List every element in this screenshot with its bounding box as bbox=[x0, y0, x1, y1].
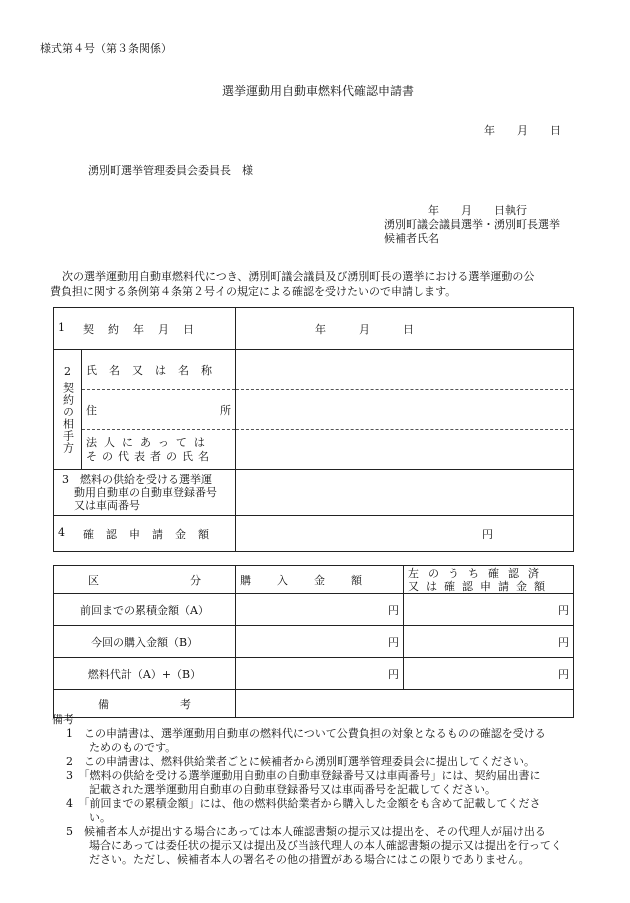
notes-section bbox=[52, 713, 562, 867]
amount-table bbox=[53, 565, 574, 718]
row-total-purchase[interactable]: 円 bbox=[236, 658, 404, 690]
note-4-cont: い。 bbox=[89, 811, 111, 824]
party-name-field[interactable] bbox=[236, 350, 574, 390]
note-2: 2 この申請書は、燃料供給業者ごとに候補者から湧別町選挙管理委員会に提出してください。 bbox=[66, 755, 535, 768]
intro-line-2: 費負担に関する条例第４条第２号イの規定による確認を受けたいので申請します。 bbox=[50, 285, 457, 298]
note-3: 3 「燃料の供給を受ける選挙運動用自動車の自動車登録番号又は車両番号」には、契約届出書に bbox=[66, 769, 541, 782]
note-1-cont: ためのものです。 bbox=[89, 741, 177, 754]
contract-date-label: 1 契約年月日 bbox=[54, 308, 236, 350]
election-name: 湧別町議会議員選挙・湧別町長選挙 bbox=[384, 218, 560, 231]
party-address-label: 住 所 bbox=[82, 390, 236, 430]
application-table bbox=[53, 307, 574, 552]
note-3-cont: 記載された選挙運動用自動車の自動車登録番号又は車両番号を記載してください。 bbox=[89, 783, 496, 796]
row-remarks-label: 備 考 bbox=[54, 690, 236, 718]
vehicle-number-field[interactable] bbox=[236, 470, 574, 516]
contract-date-value[interactable]: 年 月 日 bbox=[236, 308, 574, 350]
notes-heading: 備考 bbox=[52, 713, 74, 726]
row-current-purchase[interactable]: 円 bbox=[236, 626, 404, 658]
row-current-label: 今回の購入金額（B） bbox=[54, 626, 236, 658]
row-total-label: 燃料代計（A）+（B） bbox=[54, 658, 236, 690]
form-number: 様式第４号（第３条関係） bbox=[40, 42, 172, 55]
row-current-confirmed[interactable]: 円 bbox=[404, 626, 574, 658]
representative-field[interactable] bbox=[236, 430, 574, 470]
note-5: 5 候補者本人が提出する場合にあっては本人確認書類の提示又は提出を、その代理人が届け出る bbox=[66, 825, 546, 838]
note-5-cont-1: 場合にあっては委任状の提示又は提出及び当該代理人の本人確認書類の提示又は提出を行ってく bbox=[89, 839, 562, 852]
intro-line-1: 次の選挙運動用自動車燃料代につき、湧別町議会議員及び湧別町長の選挙における選挙運動の公 bbox=[62, 270, 535, 283]
representative-label: 法人にあっては その代表者の氏名 bbox=[82, 430, 236, 470]
header-purchase-amount: 購入金額 bbox=[236, 566, 404, 594]
vehicle-number-label: 3 燃料の供給を受ける選挙運 動用自動車の自動車登録番号 又は車両番号 bbox=[54, 470, 236, 516]
election-date: 年 月 日執行 bbox=[428, 204, 527, 217]
candidate-label: 候補者氏名 bbox=[384, 232, 439, 245]
row-cumulative-purchase[interactable]: 円 bbox=[236, 594, 404, 626]
request-amount-label: 4 確認申請金額 bbox=[54, 516, 236, 552]
date-line: 年 月 日 bbox=[484, 124, 561, 137]
header-confirmed-amount: 左のうち確認済 又は確認申請金額 bbox=[404, 566, 574, 594]
page-title: 選挙運動用自動車燃料代確認申請書 bbox=[222, 84, 415, 98]
header-category: 区 分 bbox=[54, 566, 236, 594]
note-4: 4 「前回までの累積金額」には、他の燃料供給業者から購入した金額をも含めて記載してくださ bbox=[66, 797, 541, 810]
party-address-field[interactable] bbox=[236, 390, 574, 430]
contract-party-group: 2 契約の相手方 bbox=[54, 350, 82, 470]
addressee: 湧別町選挙管理委員会委員長 様 bbox=[88, 164, 253, 177]
row-cumulative-confirmed[interactable]: 円 bbox=[404, 594, 574, 626]
row-total-confirmed[interactable]: 円 bbox=[404, 658, 574, 690]
note-5-cont-2: ださい。ただし、候補者本人の署名その他の措置がある場合にはこの限りでありません。 bbox=[89, 853, 530, 866]
party-name-label: 氏名又は名称 bbox=[82, 350, 236, 390]
row-cumulative-label: 前回までの累積金額（A） bbox=[54, 594, 236, 626]
request-amount-field[interactable]: 円 bbox=[236, 516, 574, 552]
note-1: 1 この申請書は、選挙運動用自動車の燃料代について公費負担の対象となるものの確認を受ける bbox=[66, 727, 546, 740]
